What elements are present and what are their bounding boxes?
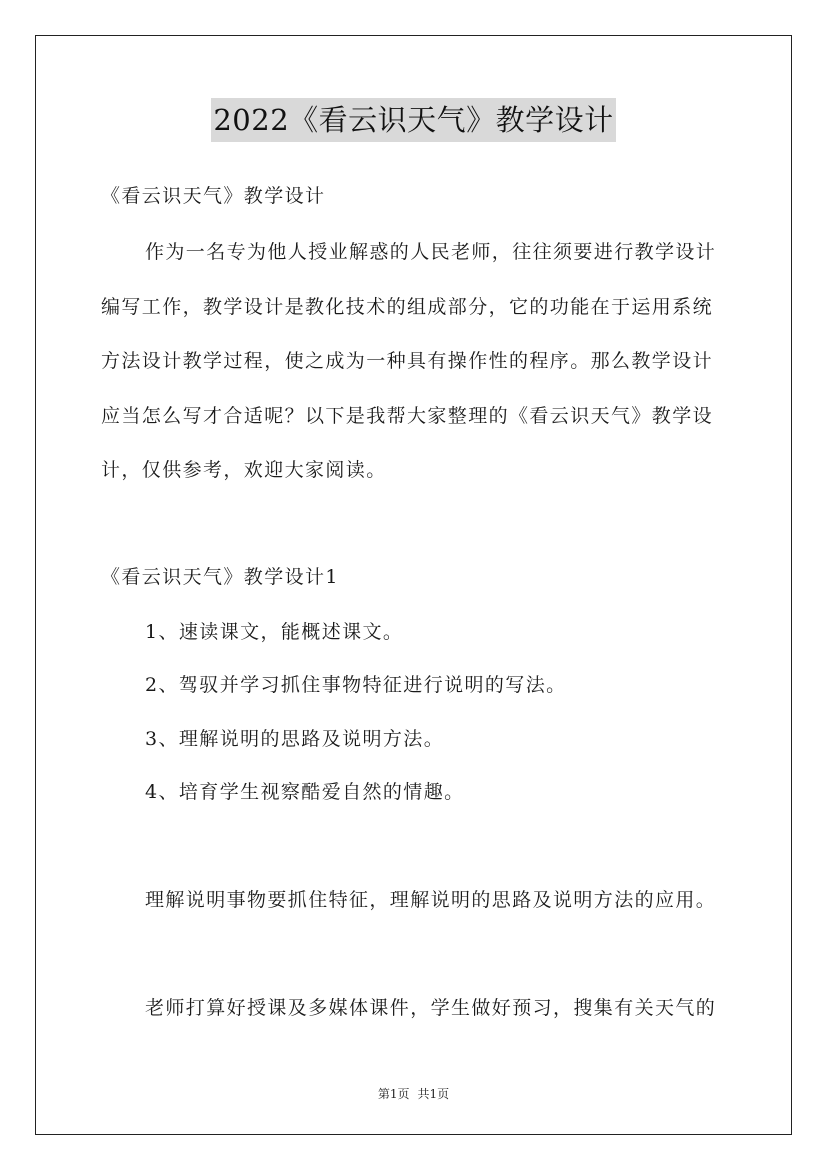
document-title: 2022《看云识天气》教学设计 [211,98,615,142]
intro-line: 作为一名专为他人授业解惑的人民老师，往往须要进行教学设计 [145,241,717,263]
intro-line: 方法设计教学过程，使之成为一种具有操作性的程序。那么教学设计 [101,350,714,372]
goal-item: 1、速读课文，能概述课文。 [145,621,404,643]
title-container [0,98,827,142]
goal-item: 4、培育学生视察酷爱自然的情趣。 [145,781,465,803]
intro-line: 应当怎么写才合适呢？以下是我帮大家整理的《看云识天气》教学设 [101,405,714,427]
intro-line: 编写工作，教学设计是教化技术的组成部分，它的功能在于运用系统 [101,296,714,318]
page-total: 共1页 [417,1087,450,1101]
page-footer [0,1085,827,1102]
key-point-paragraph: 理解说明事物要抓住特征，理解说明的思路及说明方法的应用。 [145,889,717,911]
intro-line: 计，仅供参考，欢迎大家阅读。 [101,459,387,481]
page-number: 第1页 [377,1087,410,1101]
goal-item: 3、理解说明的思路及说明方法。 [145,728,445,750]
preparation-paragraph: 老师打算好授课及多媒体课件，学生做好预习，搜集有关天气的 [145,997,717,1019]
goal-item: 2、驾驭并学习抓住事物特征进行说明的写法。 [145,674,567,696]
section-heading: 《看云识天气》教学设计1 [101,566,339,588]
document-subtitle: 《看云识天气》教学设计 [101,185,326,207]
